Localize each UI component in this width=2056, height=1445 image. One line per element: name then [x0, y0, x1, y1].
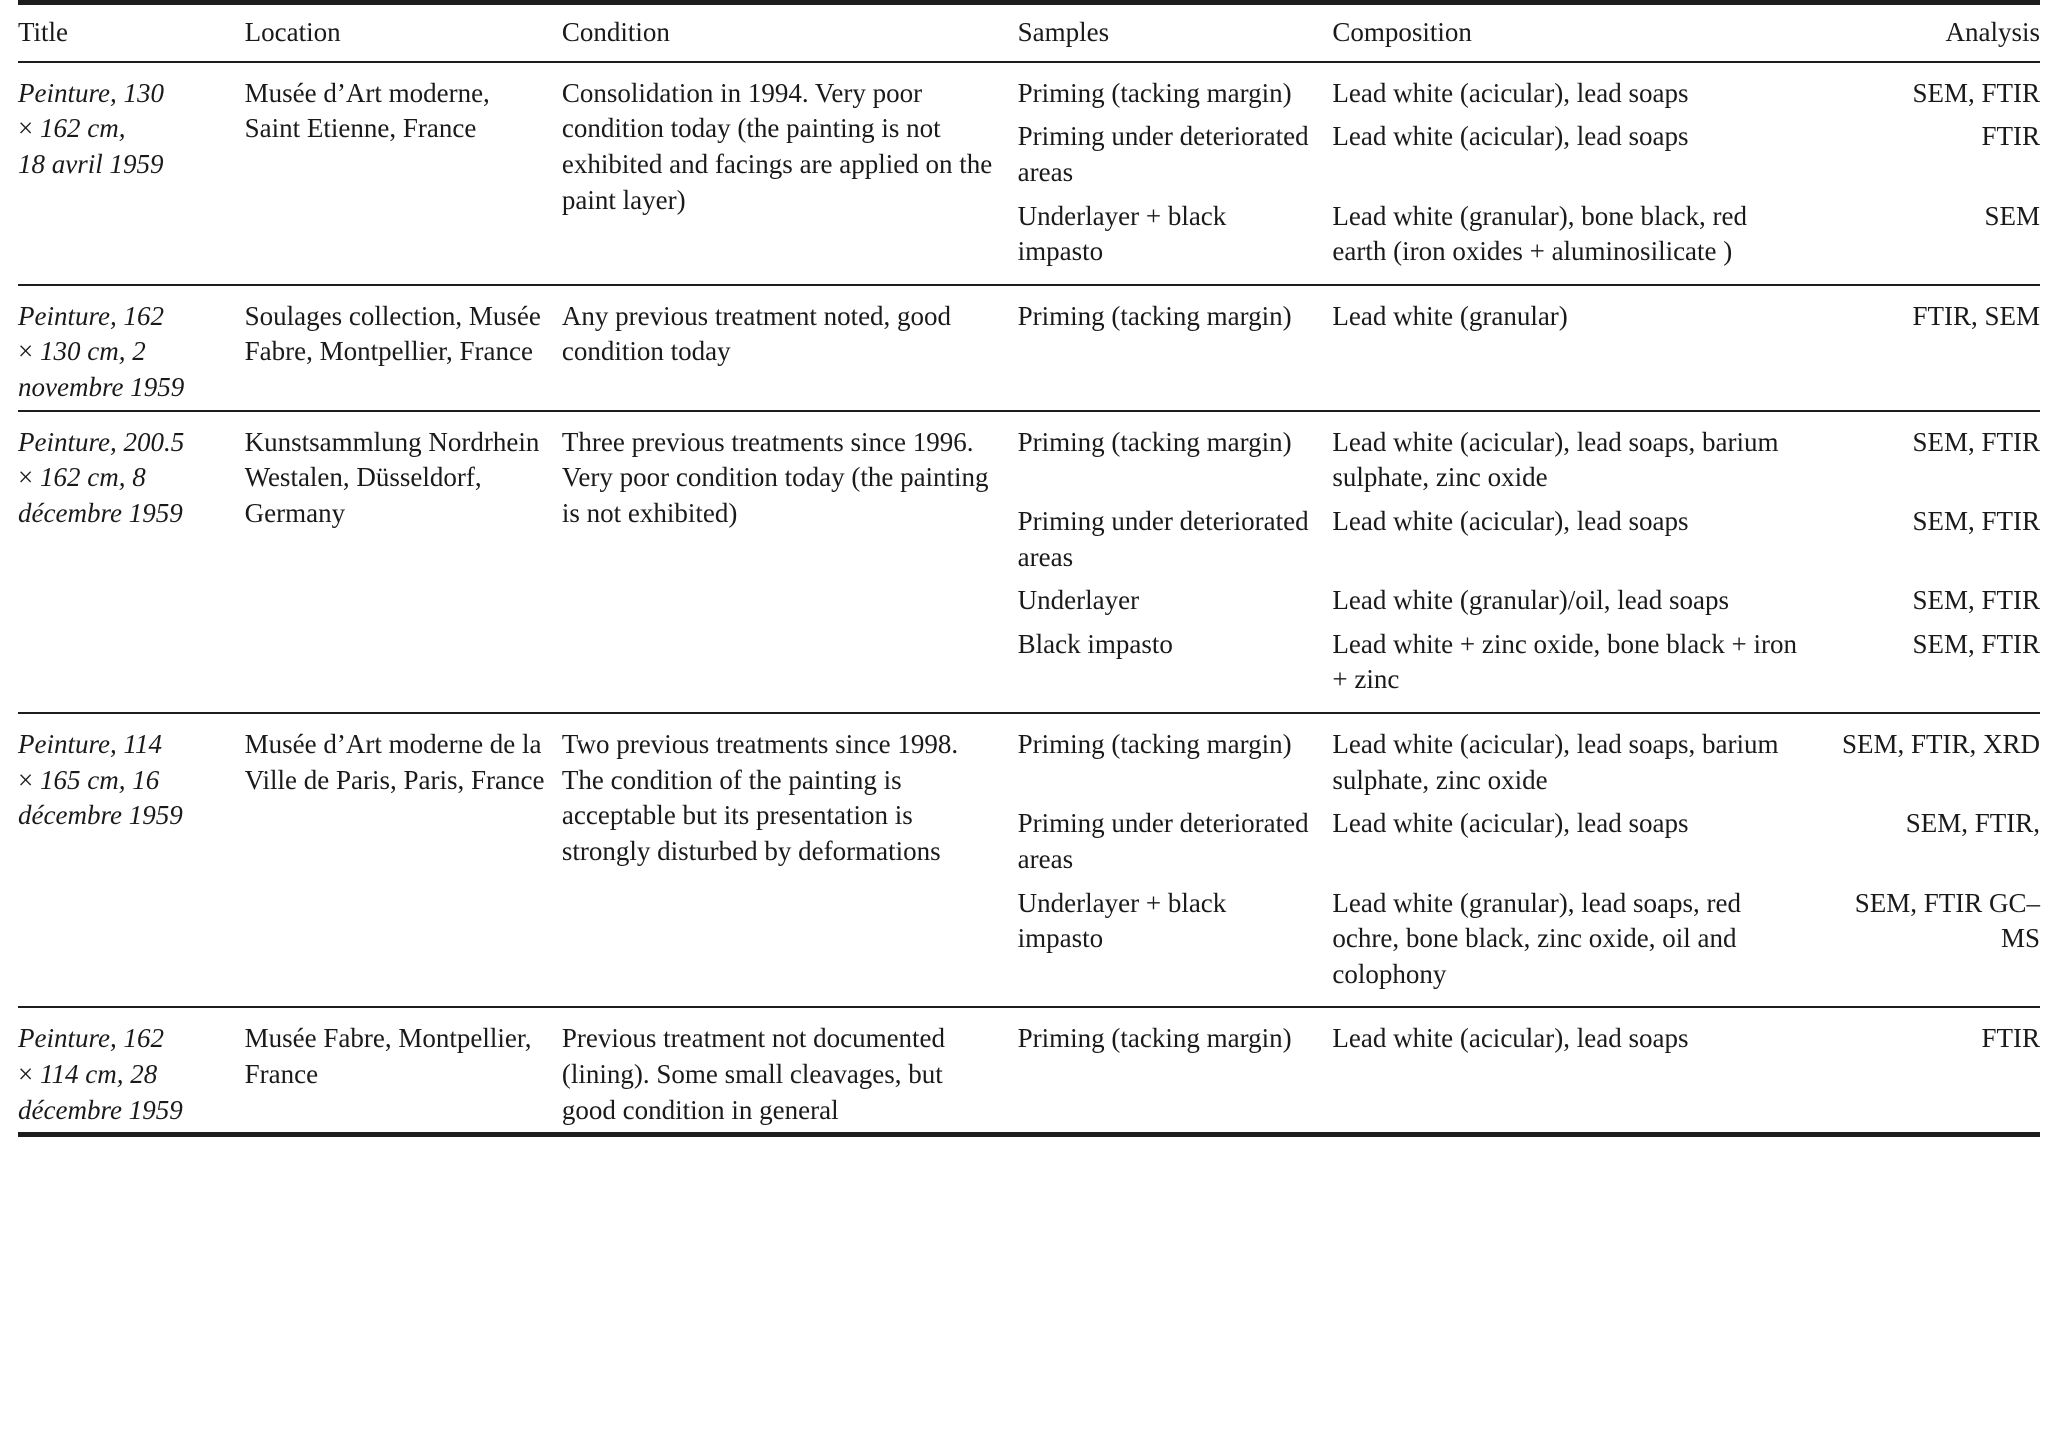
cell-title: [18, 285, 245, 411]
cell-samples: Priming (tacking margin): [1018, 285, 1333, 411]
cell-composition: Lead white (acicular), lead soaps, barium sulphate, zinc oxide: [1332, 713, 1819, 802]
table-row: [18, 285, 2040, 411]
title-line: × 114 cm, 28: [18, 1059, 158, 1089]
cell-analysis: SEM, FTIR GC–MS: [1854, 887, 2040, 954]
cell-samples: Black impasto: [1017, 628, 1173, 659]
title-line: décembre 1959: [18, 497, 183, 528]
cell-analysis: SEM, FTIR: [1912, 628, 2040, 659]
cell-composition: Lead white (acicular), lead soaps: [1332, 808, 1689, 839]
cell-composition: Lead white (acicular), lead soaps: [1332, 505, 1689, 536]
cell-analysis: FTIR, SEM: [1820, 285, 2040, 411]
title-line: × 162 cm,: [18, 113, 126, 144]
title-line: × 165 cm, 16: [18, 764, 160, 795]
cell-location: Musée Fabre, Montpellier, France: [245, 1007, 562, 1132]
cell-analysis: FTIR: [1981, 121, 2040, 152]
title-line: Peinture, 162: [18, 1023, 164, 1054]
multiplication-sign: ×: [18, 764, 34, 795]
paintings-analysis-table: [18, 5, 2040, 1132]
cell-samples: Priming under deteriorated areas: [1017, 505, 1309, 572]
column-header-location: Location: [245, 5, 562, 62]
cell-composition: Lead white (acicular), lead soaps, barium sulphate, zinc oxide: [1332, 411, 1819, 500]
column-header-analysis: Analysis: [1820, 5, 2040, 62]
table-row: [18, 713, 2040, 802]
cell-analysis: SEM, FTIR: [1820, 411, 2040, 500]
title-line: Peinture, 114: [18, 729, 162, 759]
cell-composition: Lead white (granular), bone black, red earth (iron oxides + aluminosilicate ): [1332, 200, 1747, 267]
cell-analysis: SEM, FTIR: [1912, 585, 2040, 616]
cell-location: Musée d’Art moderne de la Ville de Paris, Paris, France: [245, 713, 562, 1007]
cell-location: Kunstsammlung Nordrhein Westalen, Düsseldorf, Germany: [245, 411, 562, 713]
title-line: Peinture, 130: [18, 77, 164, 108]
column-header-title: Title: [18, 5, 245, 62]
multiplication-sign: ×: [18, 113, 34, 144]
table-body: [18, 62, 2040, 1133]
title-line: × 162 cm, 8: [18, 462, 146, 493]
header-row: [18, 5, 2040, 62]
multiplication-sign: ×: [18, 1059, 34, 1089]
title-line: novembre 1959: [18, 372, 185, 402]
cell-samples: Priming (tacking margin): [1018, 713, 1333, 802]
cell-location: Musée d’Art moderne, Saint Etienne, France: [244, 77, 490, 144]
cell-analysis: SEM, FTIR: [1912, 77, 2040, 108]
cell-analysis: SEM: [1984, 200, 2040, 231]
cell-composition: Lead white (acicular), lead soaps: [1332, 77, 1689, 108]
cell-samples: Underlayer: [1017, 585, 1140, 616]
table-row: [18, 1007, 2040, 1132]
cell-title: [18, 411, 245, 713]
title-line: décembre 1959: [18, 1094, 183, 1125]
cell-title: [18, 62, 245, 285]
title-line: Peinture, 200.5: [18, 426, 185, 457]
cell-composition: Lead white (acicular), lead soaps: [1332, 121, 1689, 152]
table-header: [18, 5, 2040, 62]
cell-composition: Lead white (granular)/oil, lead soaps: [1332, 585, 1730, 616]
cell-condition: Previous treatment not documented (lining). Some small cleavages, but good condition in general: [562, 1007, 1018, 1132]
cell-samples: Priming (tacking margin): [1018, 411, 1333, 500]
title-line: × 130 cm, 2: [18, 336, 146, 367]
cell-condition: Three previous treatments since 1996. Very poor condition today (the painting is not exhibited): [562, 411, 1018, 713]
table-row: [18, 62, 2040, 116]
cell-samples: Priming (tacking margin): [1018, 1007, 1333, 1132]
title-line: décembre 1959: [18, 800, 183, 831]
cell-samples: Priming (tacking margin): [1017, 77, 1292, 108]
cell-analysis: SEM, FTIR,: [1905, 808, 2040, 839]
column-header-composition: Composition: [1332, 5, 1819, 62]
cell-analysis: FTIR: [1820, 1007, 2040, 1132]
cell-composition: Lead white (granular): [1332, 285, 1819, 411]
cell-samples: Priming under deteriorated areas: [1017, 808, 1309, 874]
cell-location: Soulages collection, Musée Fabre, Montpellier, France: [245, 285, 562, 411]
cell-analysis: SEM, FTIR, XRD: [1820, 713, 2040, 802]
cell-condition: Any previous treatment noted, good condition today: [562, 285, 1018, 411]
cell-condition: Consolidation in 1994. Very poor condition today (the painting is not exhibited and facings are applied on the paint layer): [561, 77, 993, 215]
cell-samples: Underlayer + black impasto: [1017, 887, 1227, 954]
cell-samples: Underlayer + black impasto: [1017, 200, 1227, 267]
multiplication-sign: ×: [18, 462, 34, 493]
table-row: [18, 411, 2040, 500]
cell-composition: Lead white (acicular), lead soaps: [1332, 1007, 1819, 1132]
cell-title: [18, 1007, 245, 1132]
cell-title: [18, 713, 245, 1007]
title-line: 18 avril 1959: [18, 148, 164, 179]
column-header-samples: Samples: [1018, 5, 1333, 62]
cell-composition: Lead white + zinc oxide, bone black + iron + zinc: [1332, 628, 1797, 695]
cell-samples: Priming under deteriorated areas: [1017, 121, 1309, 187]
table-bottom-rule: [18, 1132, 2040, 1137]
cell-composition: Lead white (granular), lead soaps, red ochre, bone black, zinc oxide, oil and colophony: [1332, 887, 1741, 989]
title-line: Peinture, 162: [18, 300, 164, 331]
cell-analysis: SEM, FTIR: [1912, 505, 2040, 536]
multiplication-sign: ×: [18, 336, 34, 367]
cell-condition: Two previous treatments since 1998. The condition of the painting is acceptable but its presentation is strongly disturbed by deformations: [562, 713, 1018, 1007]
column-header-condition: Condition: [562, 5, 1018, 62]
